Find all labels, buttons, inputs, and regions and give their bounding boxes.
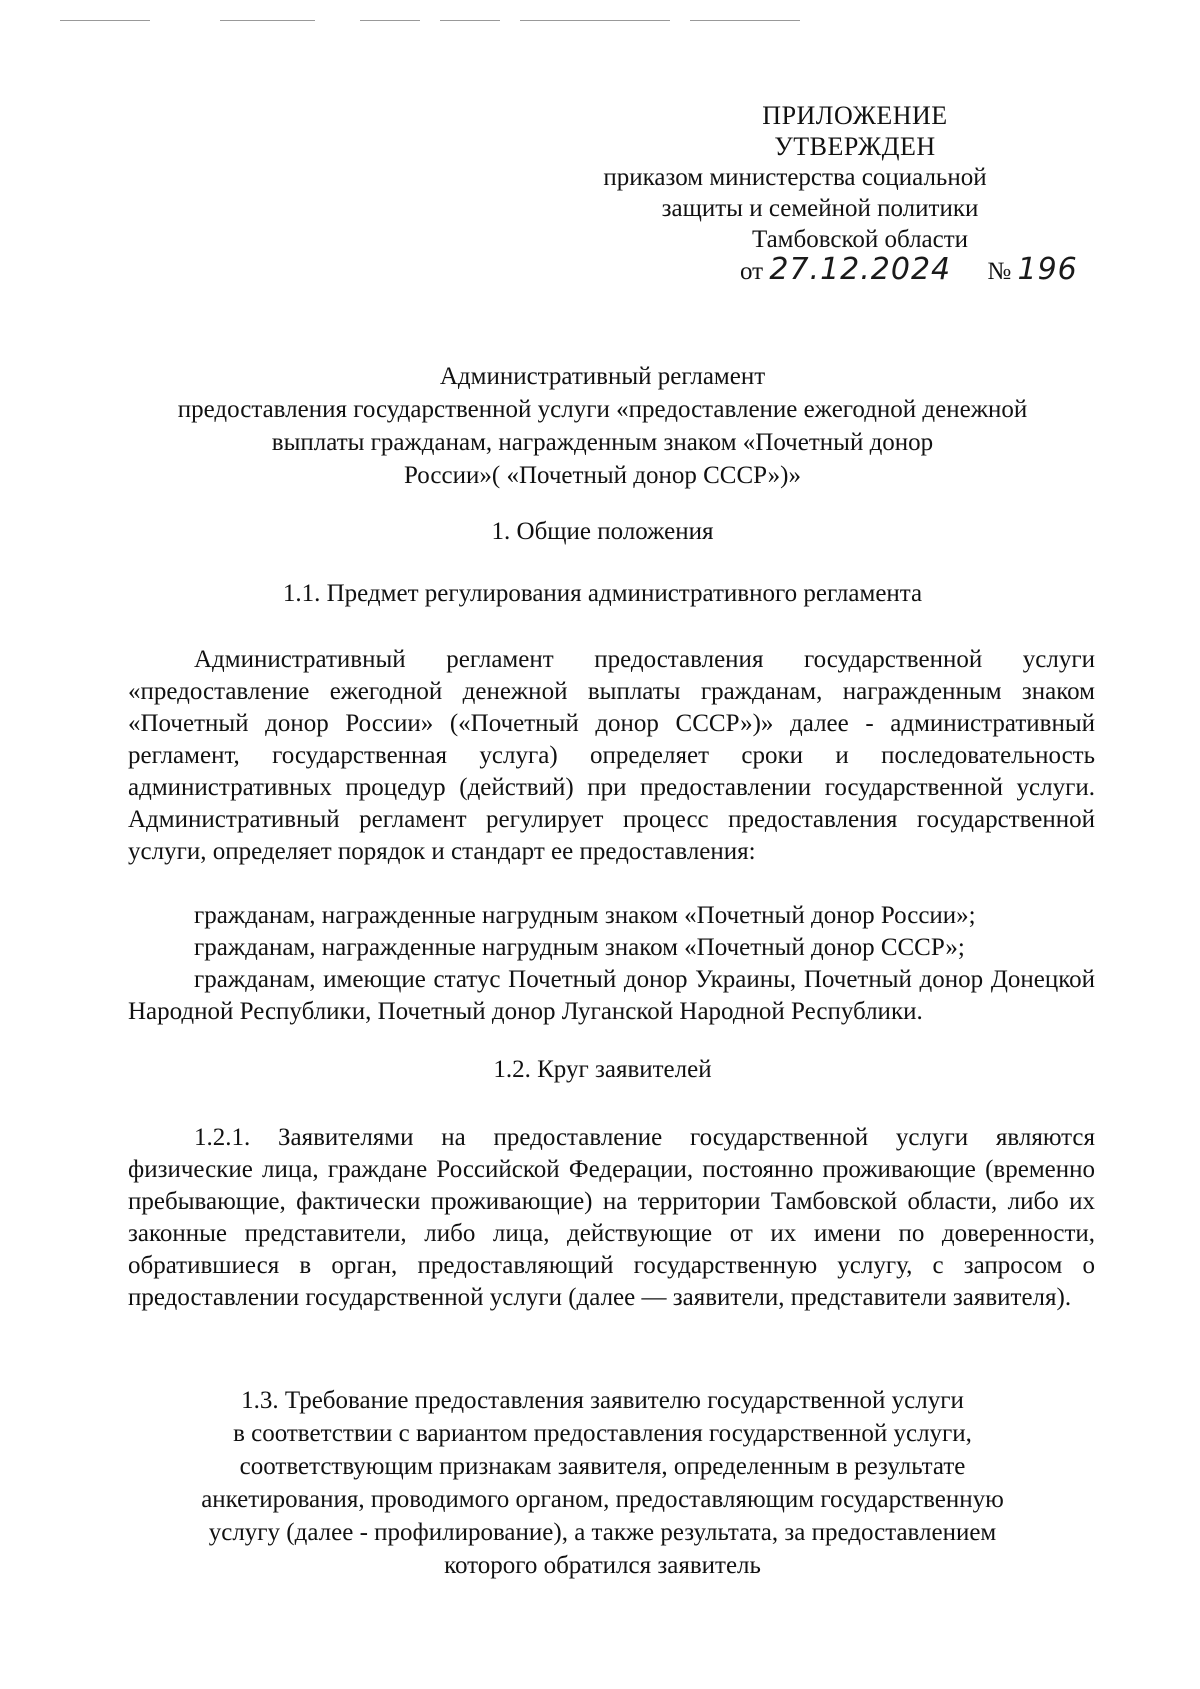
section-1-heading: 1. Общие положения — [491, 518, 714, 545]
approval-stamp-block — [570, 100, 1010, 255]
list-item: гражданам, имеющие статус Почетный донор Украины, Почетный донор Донецкой Народной Республики, Почетный донор Луганской Народной Республики. — [128, 966, 1095, 1025]
appendix-label: ПРИЛОЖЕНИЕ — [762, 101, 948, 130]
heading-line: соответствующим признакам заявителя, определенным в результате — [239, 1453, 966, 1480]
title-line-3: выплаты гражданам, награжденным знаком «Почетный донор — [271, 429, 934, 456]
paragraph-text: 1.2.1. Заявителями на предоставление государственной услуги являются физические лица, граждане Российской Федерации, постоянно проживающие (временно пребывающие, фактически проживающие) на территории Тамбовской области, либо их законные представители, либо лица, действующие от их имени по доверенности, обратившиеся в орган, предоставляющий государственную услугу, с запросом о предоставлении государственной услуги (далее — заявители, представители заявителя). — [128, 1124, 1095, 1311]
title-line-4: России»( «Почетный донор СССР»)» — [404, 462, 801, 489]
list-item: гражданам, награжденные нагрудным знаком «Почетный донор России»; — [194, 902, 976, 929]
heading-line: которого обратился заявитель — [444, 1552, 761, 1579]
order-line-3: Тамбовской области — [751, 226, 969, 253]
title-line-2: предоставления государственной услуги «предоставление ежегодной денежной — [177, 396, 1028, 423]
heading-line: анкетирования, проводимого органом, предоставляющим государственную — [201, 1486, 1004, 1513]
section-1-1-heading: 1.1. Предмет регулирования административного регламента — [282, 580, 923, 607]
order-date-number — [740, 252, 1078, 292]
scan-artifact-lines — [60, 18, 780, 24]
heading-line: в соответствии с вариантом предоставления государственной услуги, — [233, 1420, 972, 1447]
approved-label: УТВЕРЖДЕН — [774, 132, 936, 161]
order-line-1: приказом министерства социальной — [603, 164, 987, 191]
heading-line: услугу (далее - профилирование), а также результата, за предоставлением — [208, 1519, 997, 1546]
paragraph-text: Административный регламент предоставления государственной услуги «предоставление ежегодной денежной выплаты гражданам, награжденным знаком «Почетный донор России» («Почетный донор СССР»)» далее - административный регламент, государственная услуга) определяет сроки и последовательность административных процедур (действий) при предоставлении государственной услуги. Административный регламент регулирует процесс предоставления государственной услуги, определяет порядок и стандарт ее предоставления: — [128, 646, 1095, 865]
section-1-1-paragraph — [128, 644, 1095, 868]
section-1-2-paragraph — [128, 1122, 1095, 1314]
order-line-2: защиты и семейной политики — [661, 195, 979, 222]
date-prefix: от — [740, 258, 764, 285]
number-label: № — [987, 258, 1012, 285]
section-1-2-heading: 1.2. Круг заявителей — [493, 1056, 712, 1083]
handwritten-number: 196 — [1017, 252, 1078, 287]
document-title — [110, 360, 1095, 492]
title-line-1: Административный регламент — [439, 363, 766, 390]
heading-line: 1.3. Требование предоставления заявителю государственной услуги — [241, 1387, 964, 1414]
section-1-3-heading — [110, 1384, 1095, 1582]
recipients-list — [128, 900, 1095, 1028]
handwritten-date: 27.12.2024 — [769, 252, 952, 287]
list-item: гражданам, награжденные нагрудным знаком «Почетный донор СССР»; — [194, 934, 965, 961]
